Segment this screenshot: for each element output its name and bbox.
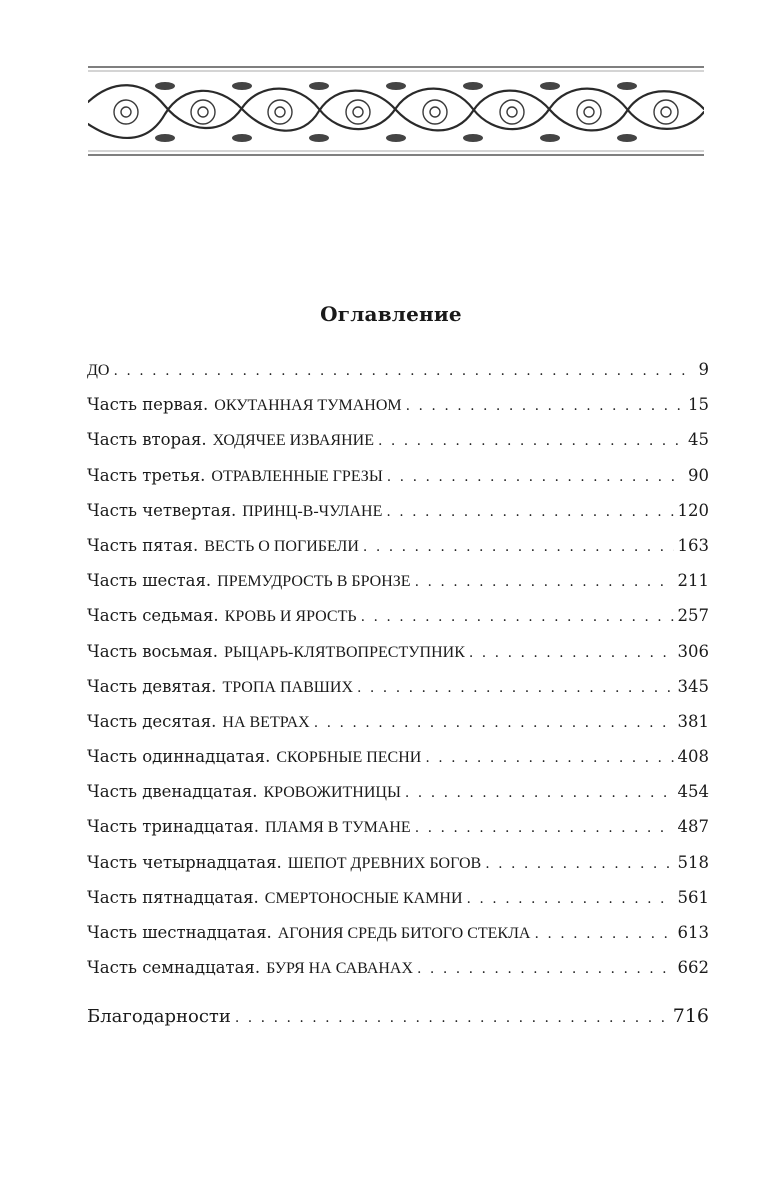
dot-leader [467,891,674,907]
chapter-name: ХОДЯЧЕЕ ИЗВАЯНИЕ [212,432,374,450]
page-number: 345 [677,676,709,696]
page-number: 381 [677,711,709,731]
toc-entry[interactable] [87,712,709,747]
page-number: 15 [688,395,709,415]
chapter-name: ТРОПА ПАВШИХ [222,678,353,696]
toc-entry[interactable] [87,923,709,958]
page-number: 45 [688,430,709,450]
chapter-name: КРОВОЖИТНИЦЫ [263,784,401,802]
chapter-name: СМЕРТОНОСНЫЕ КАМНИ [264,889,463,907]
chapter-name: ШЕПОТ ДРЕВНИХ БОГОВ [287,854,482,872]
toc-entry[interactable] [87,817,709,852]
table-of-contents [87,360,709,1041]
page-number: 306 [677,641,709,661]
part-label: Часть третья. [87,465,206,485]
page-number: 163 [677,535,709,555]
part-label: Часть семнадцатая. [87,958,261,978]
chapter-name: КРОВЬ И ЯРОСТЬ [224,608,357,626]
chapter-name: РЫЦАРЬ-КЛЯТВОПРЕСТУПНИК [223,643,465,661]
dot-leader [406,398,684,414]
dot-leader [415,574,674,590]
chapter-name: ДО [87,362,110,379]
dot-leader [357,680,674,696]
dot-leader [534,926,673,942]
page-number: 662 [677,958,709,978]
chapter-name: НА ВЕТРАХ [222,713,310,731]
part-label: Часть четырнадцатая. [87,852,282,872]
page-number: 518 [677,852,709,872]
part-label: Часть двенадцатая. [87,782,258,802]
chapter-name: ПЛАМЯ В ТУМАНЕ [264,819,411,837]
toc-entry[interactable] [87,958,709,993]
page-number: 120 [677,500,709,520]
part-label: Часть вторая. [87,430,207,450]
page-number: 211 [677,571,709,591]
chapter-name: ПРЕМУДРОСТЬ В БРОНЗЕ [217,573,411,591]
part-label: Часть шестая. [87,571,212,591]
part-label: Часть пятнадцатая. [87,887,259,907]
toc-entry[interactable] [87,642,709,677]
part-label: Часть пятая. [87,535,199,555]
toc-entry[interactable] [87,747,709,782]
dot-leader [113,363,694,379]
acknowledgements-label: Благодарности [87,1006,231,1028]
part-label: Часть тринадцатая. [87,817,259,837]
chapter-name: ПРИНЦ-В-ЧУЛАНЕ [242,502,383,520]
page-number: 716 [672,1005,709,1028]
page-number: 487 [677,817,709,837]
toc-entry[interactable] [87,606,709,641]
part-label: Часть седьмая. [87,606,219,626]
toc-entry[interactable] [87,501,709,536]
page-number: 454 [677,782,709,802]
dot-leader [485,856,673,872]
page-number: 257 [677,606,709,626]
dot-leader [417,961,673,977]
toc-entry[interactable] [87,536,709,571]
dot-leader [363,539,674,555]
chapter-name: ВЕСТЬ О ПОГИБЕЛИ [204,537,359,555]
toc-entry[interactable] [87,782,709,817]
part-label: Часть одиннадцатая. [87,747,271,767]
toc-entry[interactable] [87,395,709,430]
chapter-name: ОТРАВЛЕННЫЕ ГРЕЗЫ [211,467,383,485]
chapter-name: ОКУТАННАЯ ТУМАНОМ [214,397,402,415]
page-number: 613 [677,923,709,942]
page-number: 9 [698,360,709,379]
dot-leader [387,469,684,485]
decorative-scroll-border [88,64,704,160]
page-number: 90 [688,465,709,485]
dot-leader [235,1010,669,1026]
toc-title: Оглавление [320,302,462,326]
toc-entry-acknowledgements[interactable] [87,1005,709,1040]
toc-entry[interactable] [87,571,709,606]
toc-entry[interactable] [87,853,709,888]
page-number: 561 [677,887,709,907]
dot-leader [469,645,674,661]
dot-leader [361,609,674,625]
chapter-name: АГОНИЯ СРЕДЬ БИТОГО СТЕКЛА [277,925,531,942]
dot-leader [415,820,674,836]
dot-leader [405,785,674,801]
toc-entry[interactable] [87,677,709,712]
chapter-name: БУРЯ НА САВАНАХ [266,960,414,978]
toc-entry[interactable] [87,360,709,395]
part-label: Часть восьмая. [87,641,218,661]
part-label: Часть шестнадцатая. [87,923,272,942]
toc-entry[interactable] [87,466,709,501]
page-number: 408 [677,747,709,767]
part-label: Часть первая. [87,395,209,415]
part-label: Часть десятая. [87,711,217,731]
part-label: Часть девятая. [87,676,217,696]
dot-leader [314,715,674,731]
dot-leader [386,504,673,520]
dot-leader [425,750,673,766]
toc-entry[interactable] [87,430,709,465]
dot-leader [378,433,684,449]
chapter-name: СКОРБНЫЕ ПЕСНИ [276,749,422,767]
part-label: Часть четвертая. [87,500,237,520]
toc-entry[interactable] [87,888,709,923]
